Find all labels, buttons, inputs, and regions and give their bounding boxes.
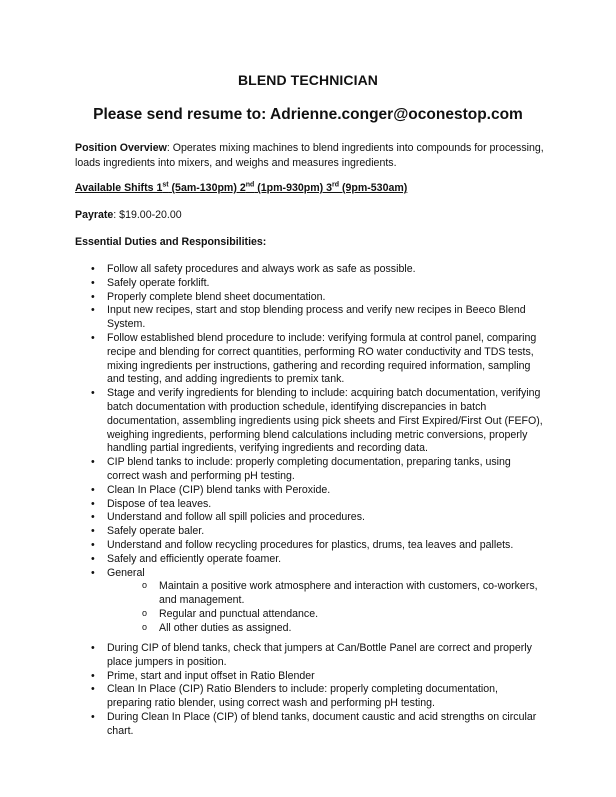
additional-duty-item: • Clean In Place (CIP) Ratio Blenders to include: properly completing documentation, preparing ratio blender, using correct wash and performing pH testing. — [75, 683, 545, 711]
shift-2-suffix: nd — [245, 181, 255, 189]
duty-item: • Safely and efficiently operate foamer. — [75, 553, 545, 567]
duty-item: • Understand and follow recycling procedures for plastics, drums, tea leaves and pallets. — [75, 539, 545, 553]
duty-item: • Stage and verify ingredients for blending to include: acquiring batch documentation, verifying batch documentation with production schedule, identifying discrepancies in batch documentation, assembling ingredients using pick sheets and First Expired/First Out (FEFO), weighing ingredients, performing blend calculations including metric conversions, properly handling partial ingredients, verifying ingredients and recording data. — [75, 387, 545, 456]
additional-duty-item: • During Clean In Place (CIP) of blend tanks, document caustic and acid strengths on circular chart. — [75, 711, 545, 739]
shift-3-suffix: rd — [332, 181, 339, 189]
general-sub-item: o Maintain a positive work atmosphere and interaction with customers, co-workers, and management. — [107, 580, 545, 608]
pay-rate-value: : $19.00-20.00 — [113, 209, 182, 221]
duties-heading: Essential Duties and Responsibilities: — [75, 236, 267, 248]
shift-1-hours: (5am-130pm) 2 — [168, 182, 246, 194]
shift-3-hours: (9pm-530am) — [339, 182, 408, 194]
duty-item: • Follow established blend procedure to include: verifying formula at control panel, comparing recipe and blending for correct quantities, performing RO water conductivity and TDS tests, mixing ingredients per instructions, gathering and recording required information, sampling and testing, and adding ingredients to premix tank. — [75, 332, 545, 387]
pay-rate — [75, 208, 545, 223]
duty-item: • Clean In Place (CIP) blend tanks with Peroxide. — [75, 484, 545, 498]
duty-item: • Input new recipes, start and stop blending process and verify new recipes in Beeco Blend System. — [75, 304, 545, 332]
shift-1-suffix: st — [162, 181, 169, 189]
additional-duties-list — [75, 642, 545, 739]
position-overview-label: Position Overview — [75, 142, 167, 154]
position-overview — [75, 141, 545, 171]
general-sub-item: o Regular and punctual attendance. — [107, 608, 545, 622]
duty-item: • Dispose of tea leaves. — [75, 498, 545, 512]
position-overview-text: : Operates mixing machines to blend ingredients into compounds for processing, loads ingredients into mixers, and weighs and measures ingredients. — [75, 142, 544, 169]
general-sub-item: o All other duties as assigned. — [107, 622, 545, 636]
shifts-label: Available Shifts 1 — [75, 182, 163, 194]
additional-duty-item: • During CIP of blend tanks, check that jumpers at Can/Bottle Panel are correct and properly place jumpers in position. — [75, 642, 545, 670]
duty-item: • Safely operate baler. — [75, 525, 545, 539]
available-shifts — [75, 181, 545, 196]
general-label: General — [107, 566, 145, 579]
resume-contact-line: Please send resume to: Adrienne.conger@oconestop.com — [93, 106, 523, 123]
job-title: BLEND TECHNICIAN — [237, 72, 379, 88]
duty-item: • CIP blend tanks to include: properly completing documentation, preparing tanks, using correct wash and performing pH testing. — [75, 456, 545, 484]
duties-list — [75, 263, 545, 636]
pay-rate-label: Payrate — [75, 209, 114, 221]
duty-item: • Safely operate forklift. — [75, 277, 545, 291]
duty-item: • Understand and follow all spill policies and procedures. — [75, 511, 545, 525]
shift-2-hours: (1pm-930pm) 3 — [254, 182, 332, 194]
duty-item: • Properly complete blend sheet documentation. — [75, 291, 545, 305]
duty-item: • Follow all safety procedures and always work as safe as possible. — [75, 263, 545, 277]
additional-duty-item: • Prime, start and input offset in Ratio Blender — [75, 670, 545, 684]
duty-item-general — [75, 567, 545, 636]
general-sub-list — [107, 580, 545, 635]
